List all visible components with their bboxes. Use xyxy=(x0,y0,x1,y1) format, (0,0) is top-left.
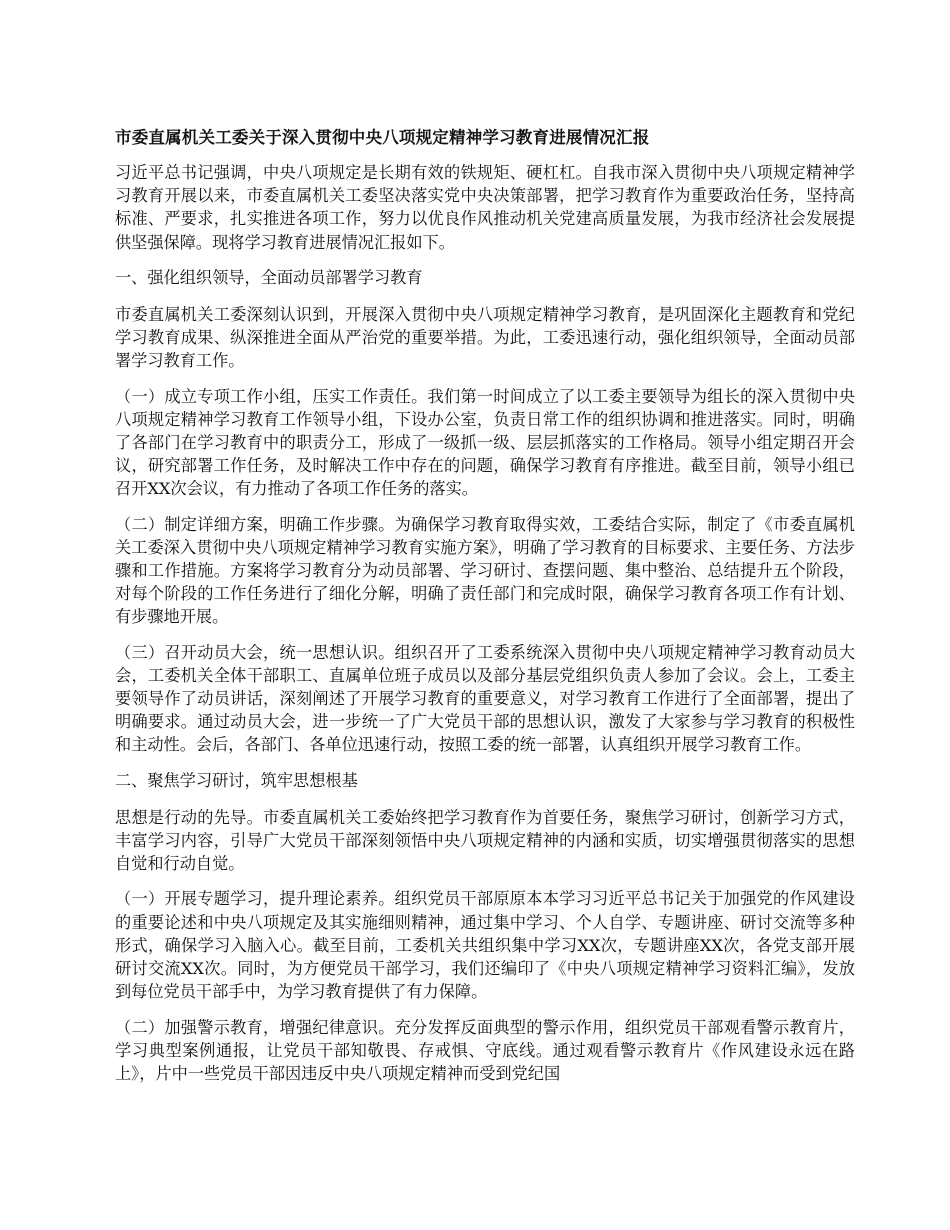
section-heading-1: 一、强化组织领导，全面动员部署学习教育 xyxy=(115,267,423,287)
section-2-item-2-paragraph: （二）加强警示教育，增强纪律意识。充分发挥反面典型的警示作用，组织党员干部观看警示教育片，学习典型案例通报，让党员干部知敬畏、存戒惧、守底线。通过观看警示教育片《作风建设永远在路上》，片中一些党员干部因违反中央八项规定精神而受到党纪国 xyxy=(115,1017,855,1083)
section-heading-2: 二、聚焦学习研讨，筑牢思想根基 xyxy=(115,770,358,790)
document-page xyxy=(115,126,855,1097)
section-1-item-3-paragraph: （三）召开动员大会，统一思想认识。组织召开了工委系统深入贯彻中央八项规定精神学习教育动员大会，工委机关全体干部职工、直属单位班子成员以及部分基层党组织负责人参加了会议。会上，工委主要领导作了动员讲话，深刻阐述了开展学习教育的重要意义，对学习教育工作进行了全面部署，提出了明确要求。通过动员大会，进一步统一了广大党员干部的思想认识，激发了大家参与学习教育的积极性和主动性。会后，各部门、各单位迅速行动，按照工委的统一部署，认真组织开展学习教育工作。 xyxy=(115,642,855,755)
intro-paragraph: 习近平总书记强调，中央八项规定是长期有效的铁规矩、硬杠杠。自我市深入贯彻中央八项规定精神学习教育开展以来，市委直属机关工委坚决落实党中央决策部署，把学习教育作为重要政治任务，坚持高标准、严要求，扎实推进各项工作，努力以优良作风推动机关党建高质量发展，为我市经济社会发展提供坚强保障。现将学习教育进展情况汇报如下。 xyxy=(115,163,855,252)
section-1-intro-paragraph: 市委直属机关工委深刻认识到，开展深入贯彻中央八项规定精神学习教育，是巩固深化主题教育和党纪学习教育成果、纵深推进全面从严治党的重要举措。为此，工委迅速行动，强化组织领导，全面动员部署学习教育工作。 xyxy=(115,305,855,371)
section-1-item-2-paragraph: （二）制定详细方案，明确工作步骤。为确保学习教育取得实效，工委结合实际，制定了《市委直属机关工委深入贯彻中央八项规定精神学习教育实施方案》，明确了学习教育的目标要求、主要任务、方法步骤和工作措施。方案将学习教育分为动员部署、学习研讨、查摆问题、集中整治、总结提升五个阶段，对每个阶段的工作任务进行了细化分解，明确了责任部门和完成时限，确保学习教育各项工作有计划、有步骤地开展。 xyxy=(115,514,855,627)
section-1-item-1-paragraph: （一）成立专项工作小组，压实工作责任。我们第一时间成立了以工委主要领导为组长的深入贯彻中央八项规定精神学习教育工作领导小组，下设办公室，负责日常工作的组织协调和推进落实。同时，明确了各部门在学习教育中的职责分工，形成了一级抓一级、层层抓落实的工作格局。领导小组定期召开会议，研究部署工作任务，及时解决工作中存在的问题，确保学习教育有序推进。截至目前，领导小组已召开XX次会议，有力推动了各项工作任务的落实。 xyxy=(115,386,855,499)
section-2-intro-paragraph: 思想是行动的先导。市委直属机关工委始终把学习教育作为首要任务，聚焦学习研讨，创新学习方式，丰富学习内容，引导广大党员干部深刻领悟中央八项规定精神的内涵和实质，切实增强贯彻落实的思想自觉和行动自觉。 xyxy=(115,807,855,874)
document-title: 市委直属机关工委关于深入贯彻中央八项规定精神学习教育进展情况汇报 xyxy=(115,128,650,147)
section-2-item-1-paragraph: （一）开展专题学习，提升理论素养。组织党员干部原原本本学习习近平总书记关于加强党的作风建设的重要论述和中央八项规定及其实施细则精神，通过集中学习、个人自学、专题讲座、研讨交流等多种形式，确保学习入脑入心。截至目前，工委机关共组织集中学习XX次，专题讲座XX次，各党支部开展研讨交流XX次。同时，为方便党员干部学习，我们还编印了《中央八项规定精神学习资料汇编》，发放到每位党员干部手中，为学习教育提供了有力保障。 xyxy=(115,889,855,1002)
